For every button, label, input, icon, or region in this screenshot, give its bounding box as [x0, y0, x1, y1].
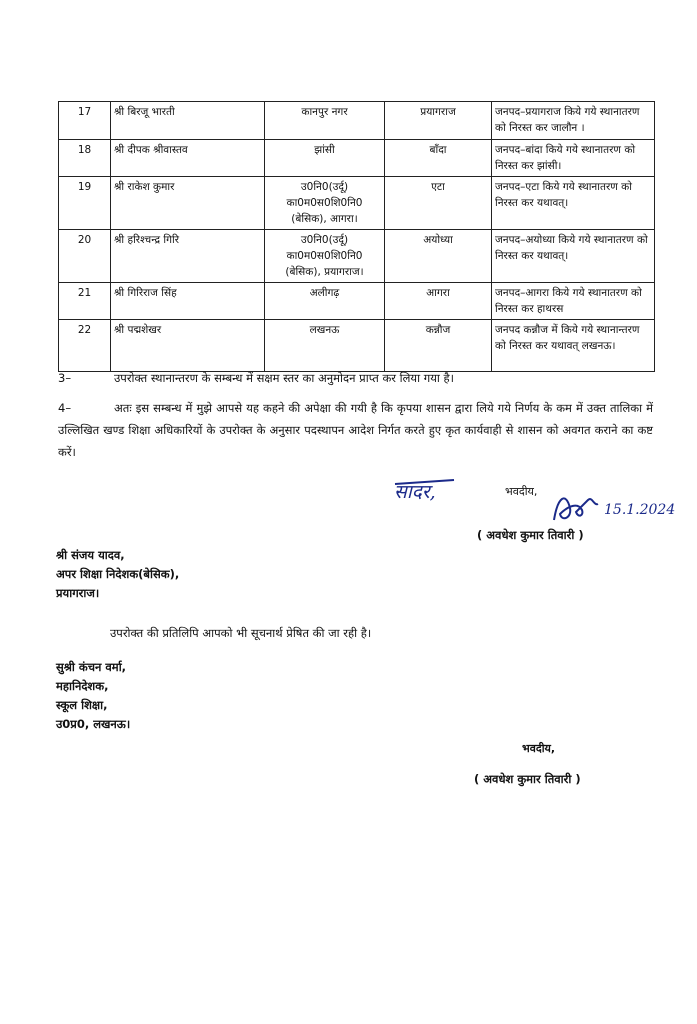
remark-cell: जनपद–प्रयागराज किये गये स्थानातरण को निरस्त कर जालौन ।	[492, 102, 655, 140]
remark-cell: जनपद–आगरा किये गये स्थानातरण को निरस्त कर हाथरस	[492, 283, 655, 320]
officer-name-cell: श्री हरिश्चन्द्र गिरि	[111, 230, 265, 283]
handwritten-note-text: सादर,	[394, 481, 436, 503]
address-line: सुश्री कंचन वर्मा,	[56, 660, 127, 674]
address-line: प्रयागराज।	[56, 586, 100, 600]
recipient-address-2	[56, 658, 130, 734]
current-posting-cell: अलीगढ़	[265, 283, 385, 320]
address-line: अपर शिक्षा निदेशक(बेसिक),	[56, 567, 180, 581]
transfer-district-cell: प्रयागराज	[385, 102, 492, 140]
officer-name-cell: श्री बिरजू भारती	[111, 102, 265, 140]
table-row	[59, 102, 655, 140]
address-line: स्कूल शिक्षा,	[56, 698, 108, 712]
signatory-name: ( अवधेश कुमार तिवारी )	[477, 528, 584, 542]
paragraph-4	[58, 397, 653, 463]
transfer-district-cell: आगरा	[385, 283, 492, 320]
table-row	[59, 230, 655, 283]
transfer-table	[58, 101, 655, 372]
current-posting-cell: उ0नि0(उर्दू) का0म0स0शि0नि0 (बेसिक), आगरा।	[265, 177, 385, 230]
handwritten-note	[392, 474, 472, 512]
serial-number-cell: 17	[59, 102, 111, 140]
officer-name-cell: श्री पद्मशेखर	[111, 320, 265, 372]
serial-number-cell: 18	[59, 140, 111, 177]
handwritten-date: 15.1.2024	[604, 502, 676, 518]
serial-number-cell: 22	[59, 320, 111, 372]
address-line: श्री संजय यादव,	[56, 548, 125, 562]
table-row	[59, 283, 655, 320]
officer-name-cell: श्री दीपक श्रीवास्तव	[111, 140, 265, 177]
paragraph-3	[58, 367, 653, 389]
paragraph-number: 4–	[58, 401, 72, 415]
remark-cell: जनपद–एटा किये गये स्थानातरण को निरस्त कर यथावत्।	[492, 177, 655, 230]
address-line: उ0प्र0, लखनऊ।	[56, 717, 131, 731]
transfer-table-body	[59, 102, 655, 372]
copy-note: उपरोक्त की प्रतिलिपि आपको भी सूचनार्थ प्रेषित की जा रही है।	[110, 626, 372, 640]
current-posting-cell: झांसी	[265, 140, 385, 177]
serial-number-cell: 20	[59, 230, 111, 283]
current-posting-cell: कानपुर नगर	[265, 102, 385, 140]
closing-text: भवदीय,	[505, 485, 538, 498]
signatory-name-2: ( अवधेश कुमार तिवारी )	[474, 772, 581, 786]
table-row	[59, 177, 655, 230]
paragraph-text: उपरोक्त स्थानान्तरण के सम्बन्ध में सक्षम स्तर का अनुमोदन प्राप्त कर लिया गया है।	[114, 371, 454, 385]
table-row	[59, 320, 655, 372]
serial-number-cell: 19	[59, 177, 111, 230]
paragraph-text: अतः इस सम्बन्ध में मुझे आपसे यह कहने की अपेक्षा की गयी है कि कृपया शासन द्वारा लिये गये निर्णय के कम में उक्त तालिका में उल्लिखित खण्ड शिक्षा अधिकारियों के उपरोक्त के अनुसार पदस्थापन आदेश निर्गत करते हुए कृत कार्यवाही से शासन को अवगत कराने का कष्ट करें।	[58, 401, 653, 459]
closing-text-2: भवदीय,	[522, 742, 556, 755]
signature-icon	[548, 488, 683, 532]
current-posting-cell: उ0नि0(उर्दू) का0म0स0शि0नि0 (बेसिक), प्रयागराज।	[265, 230, 385, 283]
transfer-district-cell: अयोध्या	[385, 230, 492, 283]
paragraph-number: 3–	[58, 371, 72, 385]
remark-cell: जनपद–अयोध्या किये गये स्थानातरण को निरस्त कर यथावत्।	[492, 230, 655, 283]
table-row	[59, 140, 655, 177]
transfer-district-cell: एटा	[385, 177, 492, 230]
remark-cell: जनपद–बांदा किये गये स्थानातरण को निरस्त कर झांसी।	[492, 140, 655, 177]
current-posting-cell: लखनऊ	[265, 320, 385, 372]
transfer-district-cell: कन्नौज	[385, 320, 492, 372]
officer-name-cell: श्री गिरिराज सिंह	[111, 283, 265, 320]
transfer-district-cell: बाँदा	[385, 140, 492, 177]
recipient-address-1	[56, 546, 179, 603]
address-line: महानिदेशक,	[56, 679, 109, 693]
remark-cell: जनपद कन्नौज में किये गये स्थानान्तरण को निरस्त कर यथावत् लखनऊ।	[492, 320, 655, 372]
serial-number-cell: 21	[59, 283, 111, 320]
officer-name-cell: श्री राकेश कुमार	[111, 177, 265, 230]
